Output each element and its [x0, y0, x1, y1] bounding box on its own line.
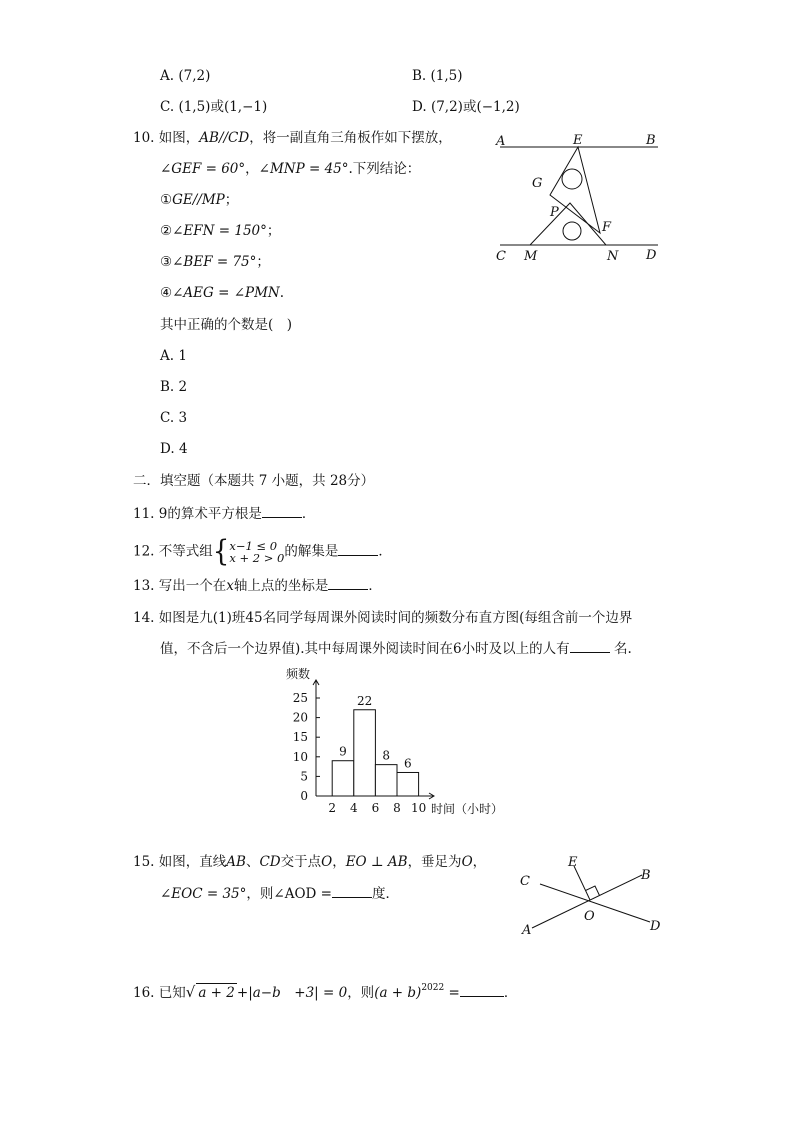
option-b: B. (1,5): [412, 68, 463, 84]
q10-question: 其中正确的个数是( ): [160, 317, 293, 333]
answer-blank[interactable]: [332, 885, 372, 898]
q14-line2: 值，不含后一个边界值).其中每周课外阅读时间在6小时及以上的人有 名.: [160, 641, 632, 657]
label-b: B: [641, 868, 651, 883]
q10-line1: 10. 如图，AB//CD，将一副直角三角板作如下摆放，: [133, 130, 452, 146]
bar-data-label: 22: [356, 693, 373, 708]
q10-option-b: B. 2: [160, 379, 188, 395]
q13: 13. 写出一个在x轴上点的坐标是 ．: [133, 578, 382, 594]
label-a: A: [522, 923, 532, 938]
bar-data-label: 6: [403, 756, 412, 771]
x-tick-label: 8: [393, 801, 401, 815]
x-tick-label: 2: [328, 801, 337, 815]
label-d: D: [650, 919, 661, 934]
label-n: N: [607, 249, 619, 264]
q10-line2: ∠GEF = 60°，∠MNP = 45°.下列结论：: [160, 161, 421, 177]
label-o: O: [584, 909, 595, 924]
ray-oe: [574, 866, 590, 900]
y-tick-label: 5: [300, 769, 308, 784]
label-d: D: [646, 248, 657, 263]
label-e: E: [573, 133, 583, 148]
histogram-bar: [375, 765, 397, 796]
answer-blank[interactable]: [338, 543, 378, 556]
answer-blank[interactable]: [570, 640, 610, 653]
q16: 16. 已知√ a + 2 +|a−b +3| = 0，则$(a + b)^{2022}$ = ．: [133, 983, 518, 1001]
label-f: F: [602, 220, 612, 235]
q10-statement-1: ①GE//MP；: [160, 192, 239, 208]
q10-option-d: D. 4: [160, 441, 188, 457]
q15-line1: 15. 如图，直线AB、CD交于点O，EO ⊥ AB，垂足为O，: [133, 854, 487, 870]
x-tick-label: 6: [371, 801, 380, 815]
y-tick-label: 20: [292, 710, 308, 725]
histogram-bar: [354, 710, 376, 796]
section-2-title: 二．填空题（本题共 7 小题，共 28分）: [133, 473, 375, 489]
y-axis-label: 频数: [286, 667, 311, 681]
answer-blank[interactable]: [460, 984, 504, 997]
answer-blank[interactable]: [262, 505, 302, 518]
y-tick-label: 10: [292, 749, 308, 764]
q15-line2: ∠EOC = 35°，则∠AOD = 度．: [160, 886, 399, 902]
label-c: C: [520, 874, 530, 889]
label-c: C: [496, 249, 506, 264]
label-e: E: [568, 855, 578, 870]
option-d: D. (7,2)或(−1,2): [412, 99, 520, 115]
answer-blank[interactable]: [328, 577, 368, 590]
label-a: A: [496, 134, 506, 149]
q10-option-c: C. 3: [160, 410, 188, 426]
label-b: B: [646, 133, 656, 148]
y-tick-label: 0: [300, 789, 308, 803]
bar-data-label: 9: [339, 744, 347, 759]
q10-figure: [490, 128, 670, 268]
q11: 11. 9的算术平方根是 ．: [133, 506, 316, 522]
y-tick-label: 25: [292, 691, 308, 705]
label-p: P: [550, 205, 559, 220]
q15-figure: [510, 850, 670, 940]
triangle-hole-upper: [562, 169, 582, 189]
histogram-bar: [332, 761, 354, 796]
histogram-chart: [270, 660, 530, 820]
q10-statement-2: ②∠EFN = 150°；: [160, 223, 281, 239]
q10-statement-3: ③∠BEF = 75°；: [160, 254, 270, 270]
q10-option-a: A. 1: [160, 348, 187, 364]
histogram-bar: [397, 772, 419, 796]
q14-line1: 14. 如图是九(1)班45名同学每周课外阅读时间的频数分布直方图(每组含前一个边界: [133, 610, 633, 626]
y-tick-label: 15: [292, 730, 308, 745]
label-g: G: [532, 176, 543, 191]
triangle-egf: [550, 147, 600, 233]
option-a: A. (7,2): [160, 68, 211, 84]
option-c: C. (1,5)或(1,−1): [160, 99, 268, 115]
bar-data-label: 8: [382, 748, 391, 763]
q12: 12. 不等式组{x−1 ≤ 0 x + 2 > 0的解集是 ．: [133, 535, 392, 569]
triangle-hole-lower: [563, 222, 581, 240]
inequality-system: {x−1 ≤ 0 x + 2 > 0: [212, 535, 285, 569]
q10-statement-4: ④∠AEG = ∠PMN.: [160, 285, 285, 301]
x-tick-label: 10: [410, 801, 427, 815]
x-axis-label: 时间（小时）: [431, 802, 504, 816]
label-m: M: [524, 249, 538, 264]
x-tick-label: 4: [349, 801, 358, 815]
